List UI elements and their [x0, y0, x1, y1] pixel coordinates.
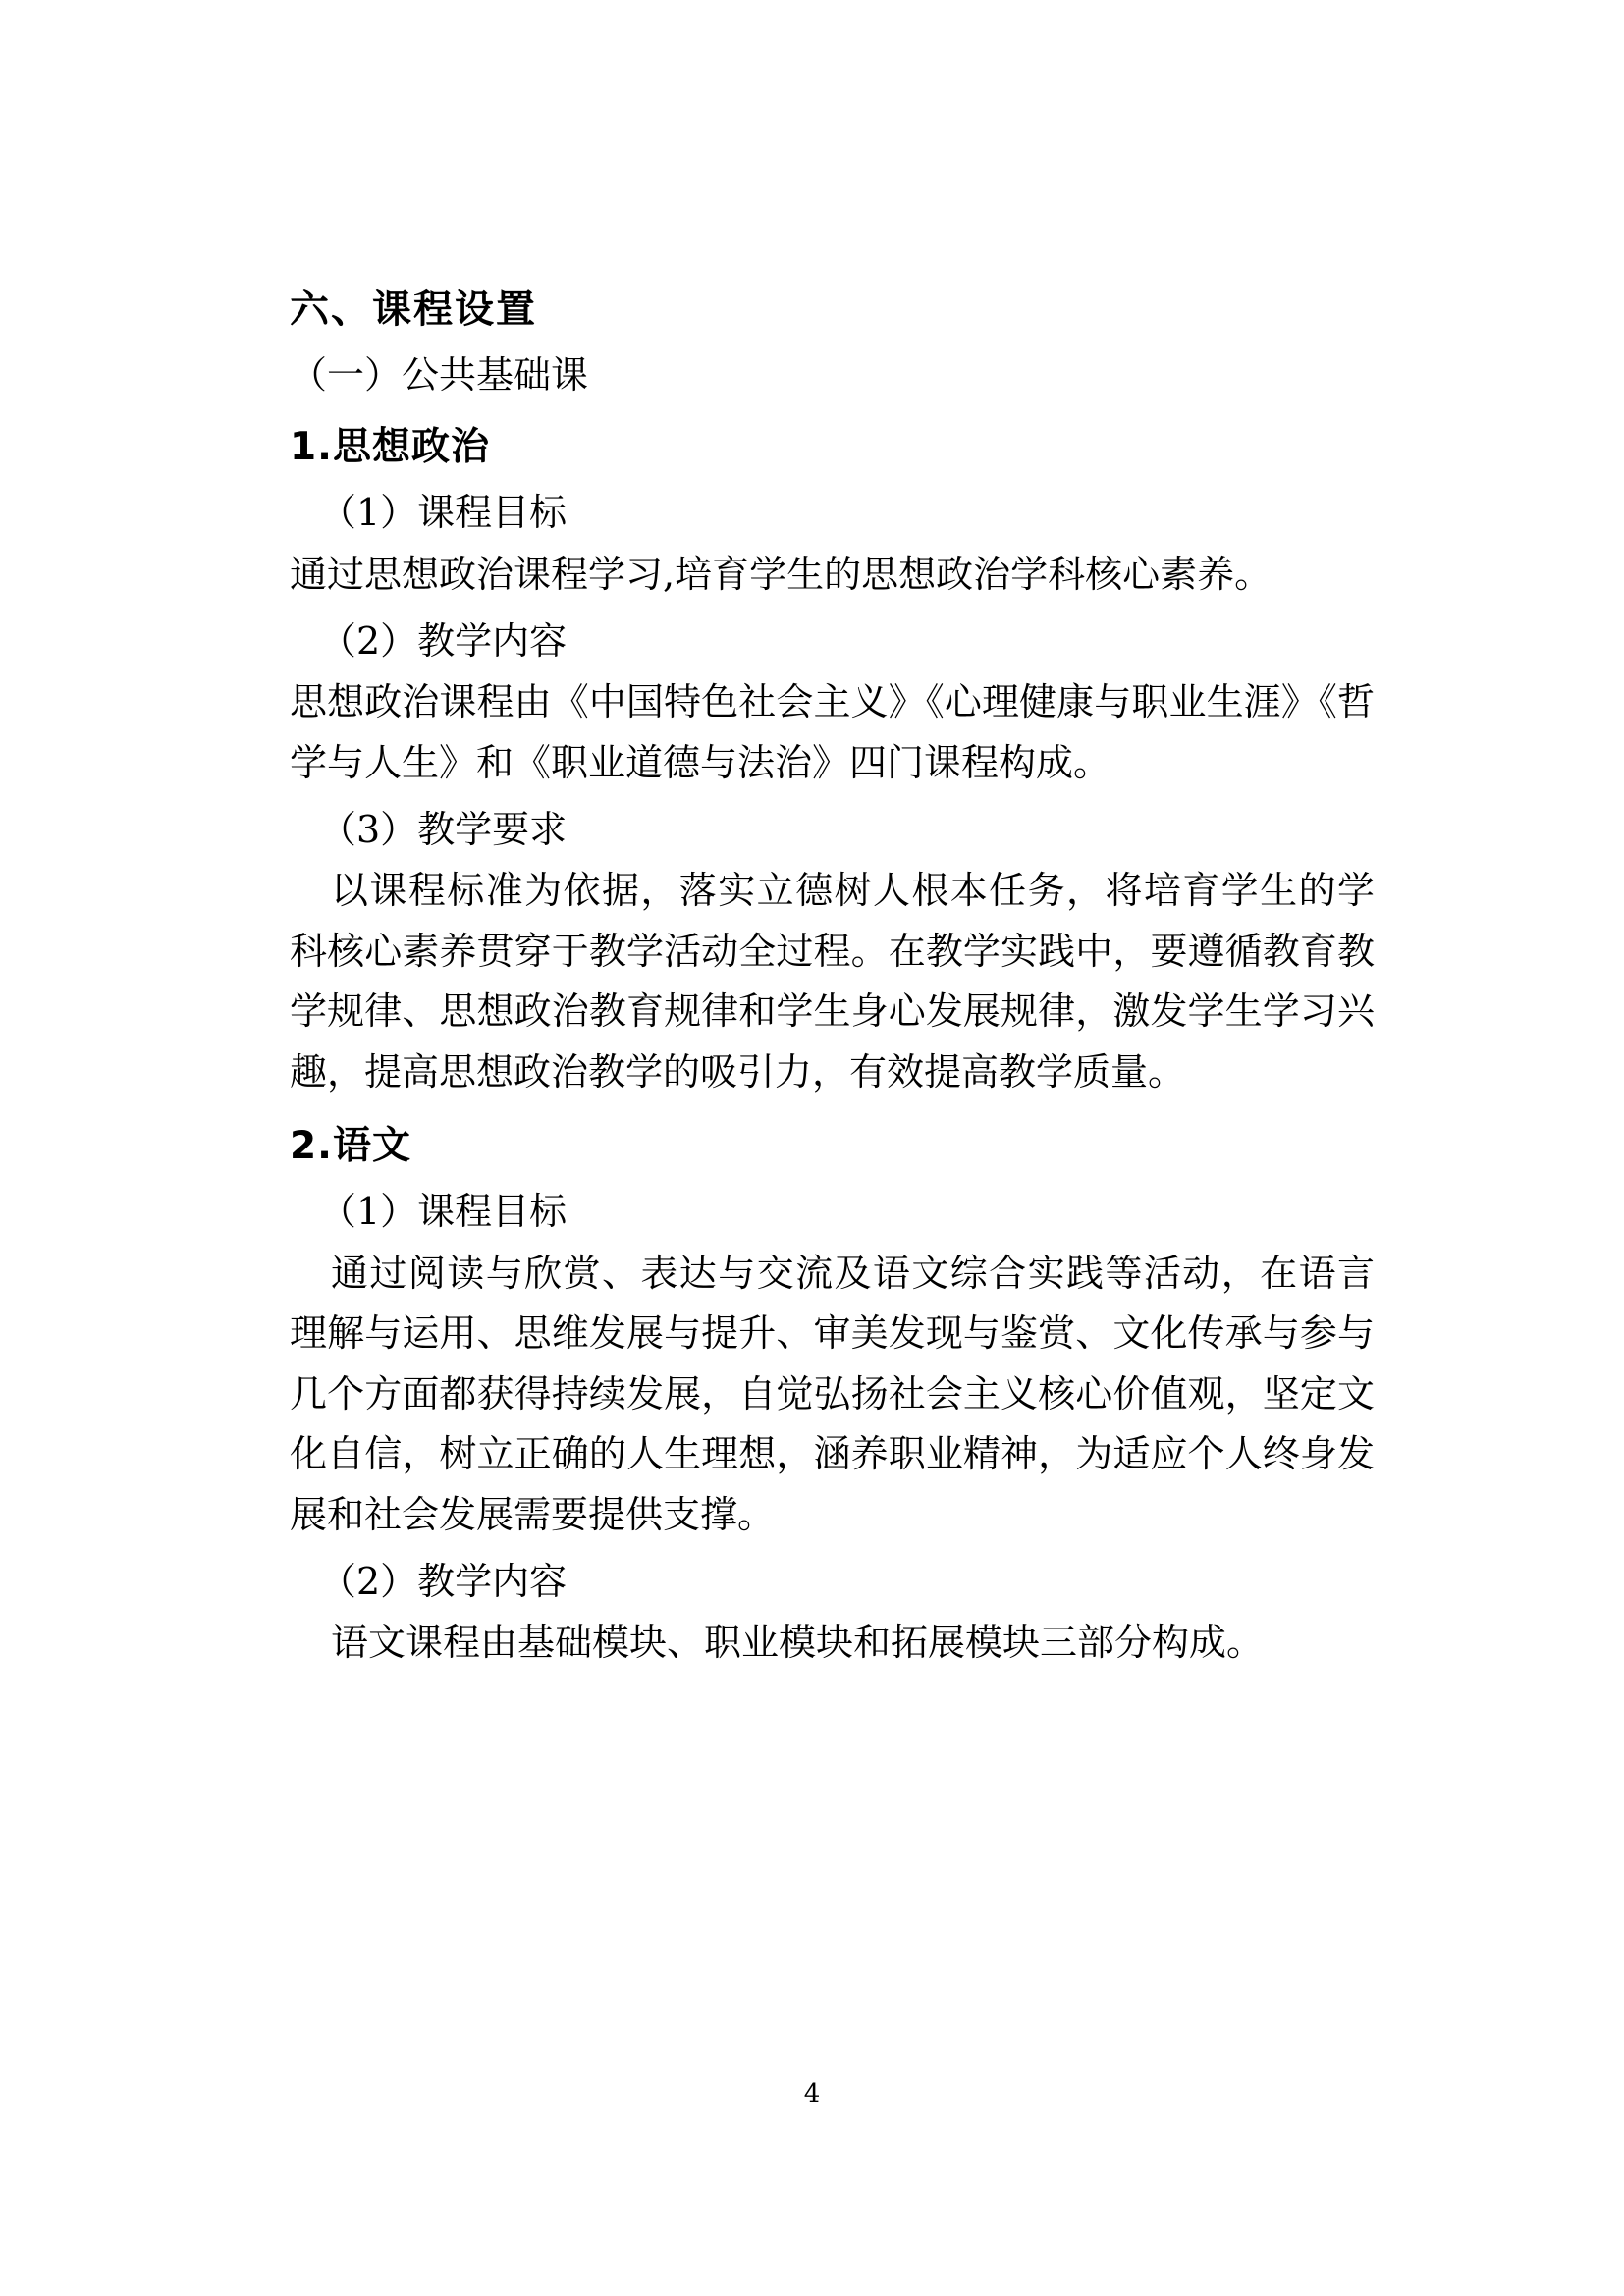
block-2-number: 2.语文 — [290, 1123, 411, 1168]
block-1-item-3-paragraph: 以课程标准为依据，落实立德树人根本任务，将培育学生的学科核心素养贯穿于教学活动全过程。在教学实践中，要遵循教育教学规律、思想政治教育规律和学生身心发展规律，激发学生学习兴趣，提高思想政治教学的吸引力，有效提高教学质量。 — [290, 869, 1375, 1094]
page-content — [290, 280, 1375, 1680]
block-1-item-2-paragraph: 思想政治课程由《中国特色社会主义》《心理健康与职业生涯》《哲学与人生》和《职业道德与法治》四门课程构成。 — [290, 680, 1375, 785]
block-1-item-2-label: （2）教学内容 — [319, 618, 568, 663]
block-2-item-2-label: （2）教学内容 — [319, 1559, 568, 1603]
section-heading: 六、课程设置 — [290, 287, 537, 332]
block-1-item-1-label: （1）课程目标 — [319, 491, 568, 535]
page-number: 4 — [803, 2079, 821, 2109]
block-2-item-1-label: （1）课程目标 — [319, 1189, 568, 1233]
block-2-item-2-paragraph: 语文课程由基础模块、职业模块和拓展模块三部分构成。 — [331, 1621, 1265, 1665]
block-1-item-3-label: （3）教学要求 — [319, 807, 568, 851]
subsection-heading: （一）公共基础课 — [290, 353, 589, 397]
block-1-number: 1.思想政治 — [290, 424, 490, 469]
block-2-item-1-paragraph: 通过阅读与欣赏、表达与交流及语文综合实践等活动，在语言理解与运用、思维发展与提升、审美发现与鉴赏、文化传承与参与几个方面都获得持续发展，自觉弘扬社会主义核心价值观，坚定文化自信，树立正确的人生理想，涵养职业精神，为适应个人终身发展和社会发展需要提供支撑。 — [290, 1251, 1375, 1536]
block-1-item-1-paragraph: 通过思想政治课程学习,培育学生的思想政治学科核心素养。 — [290, 553, 1272, 597]
